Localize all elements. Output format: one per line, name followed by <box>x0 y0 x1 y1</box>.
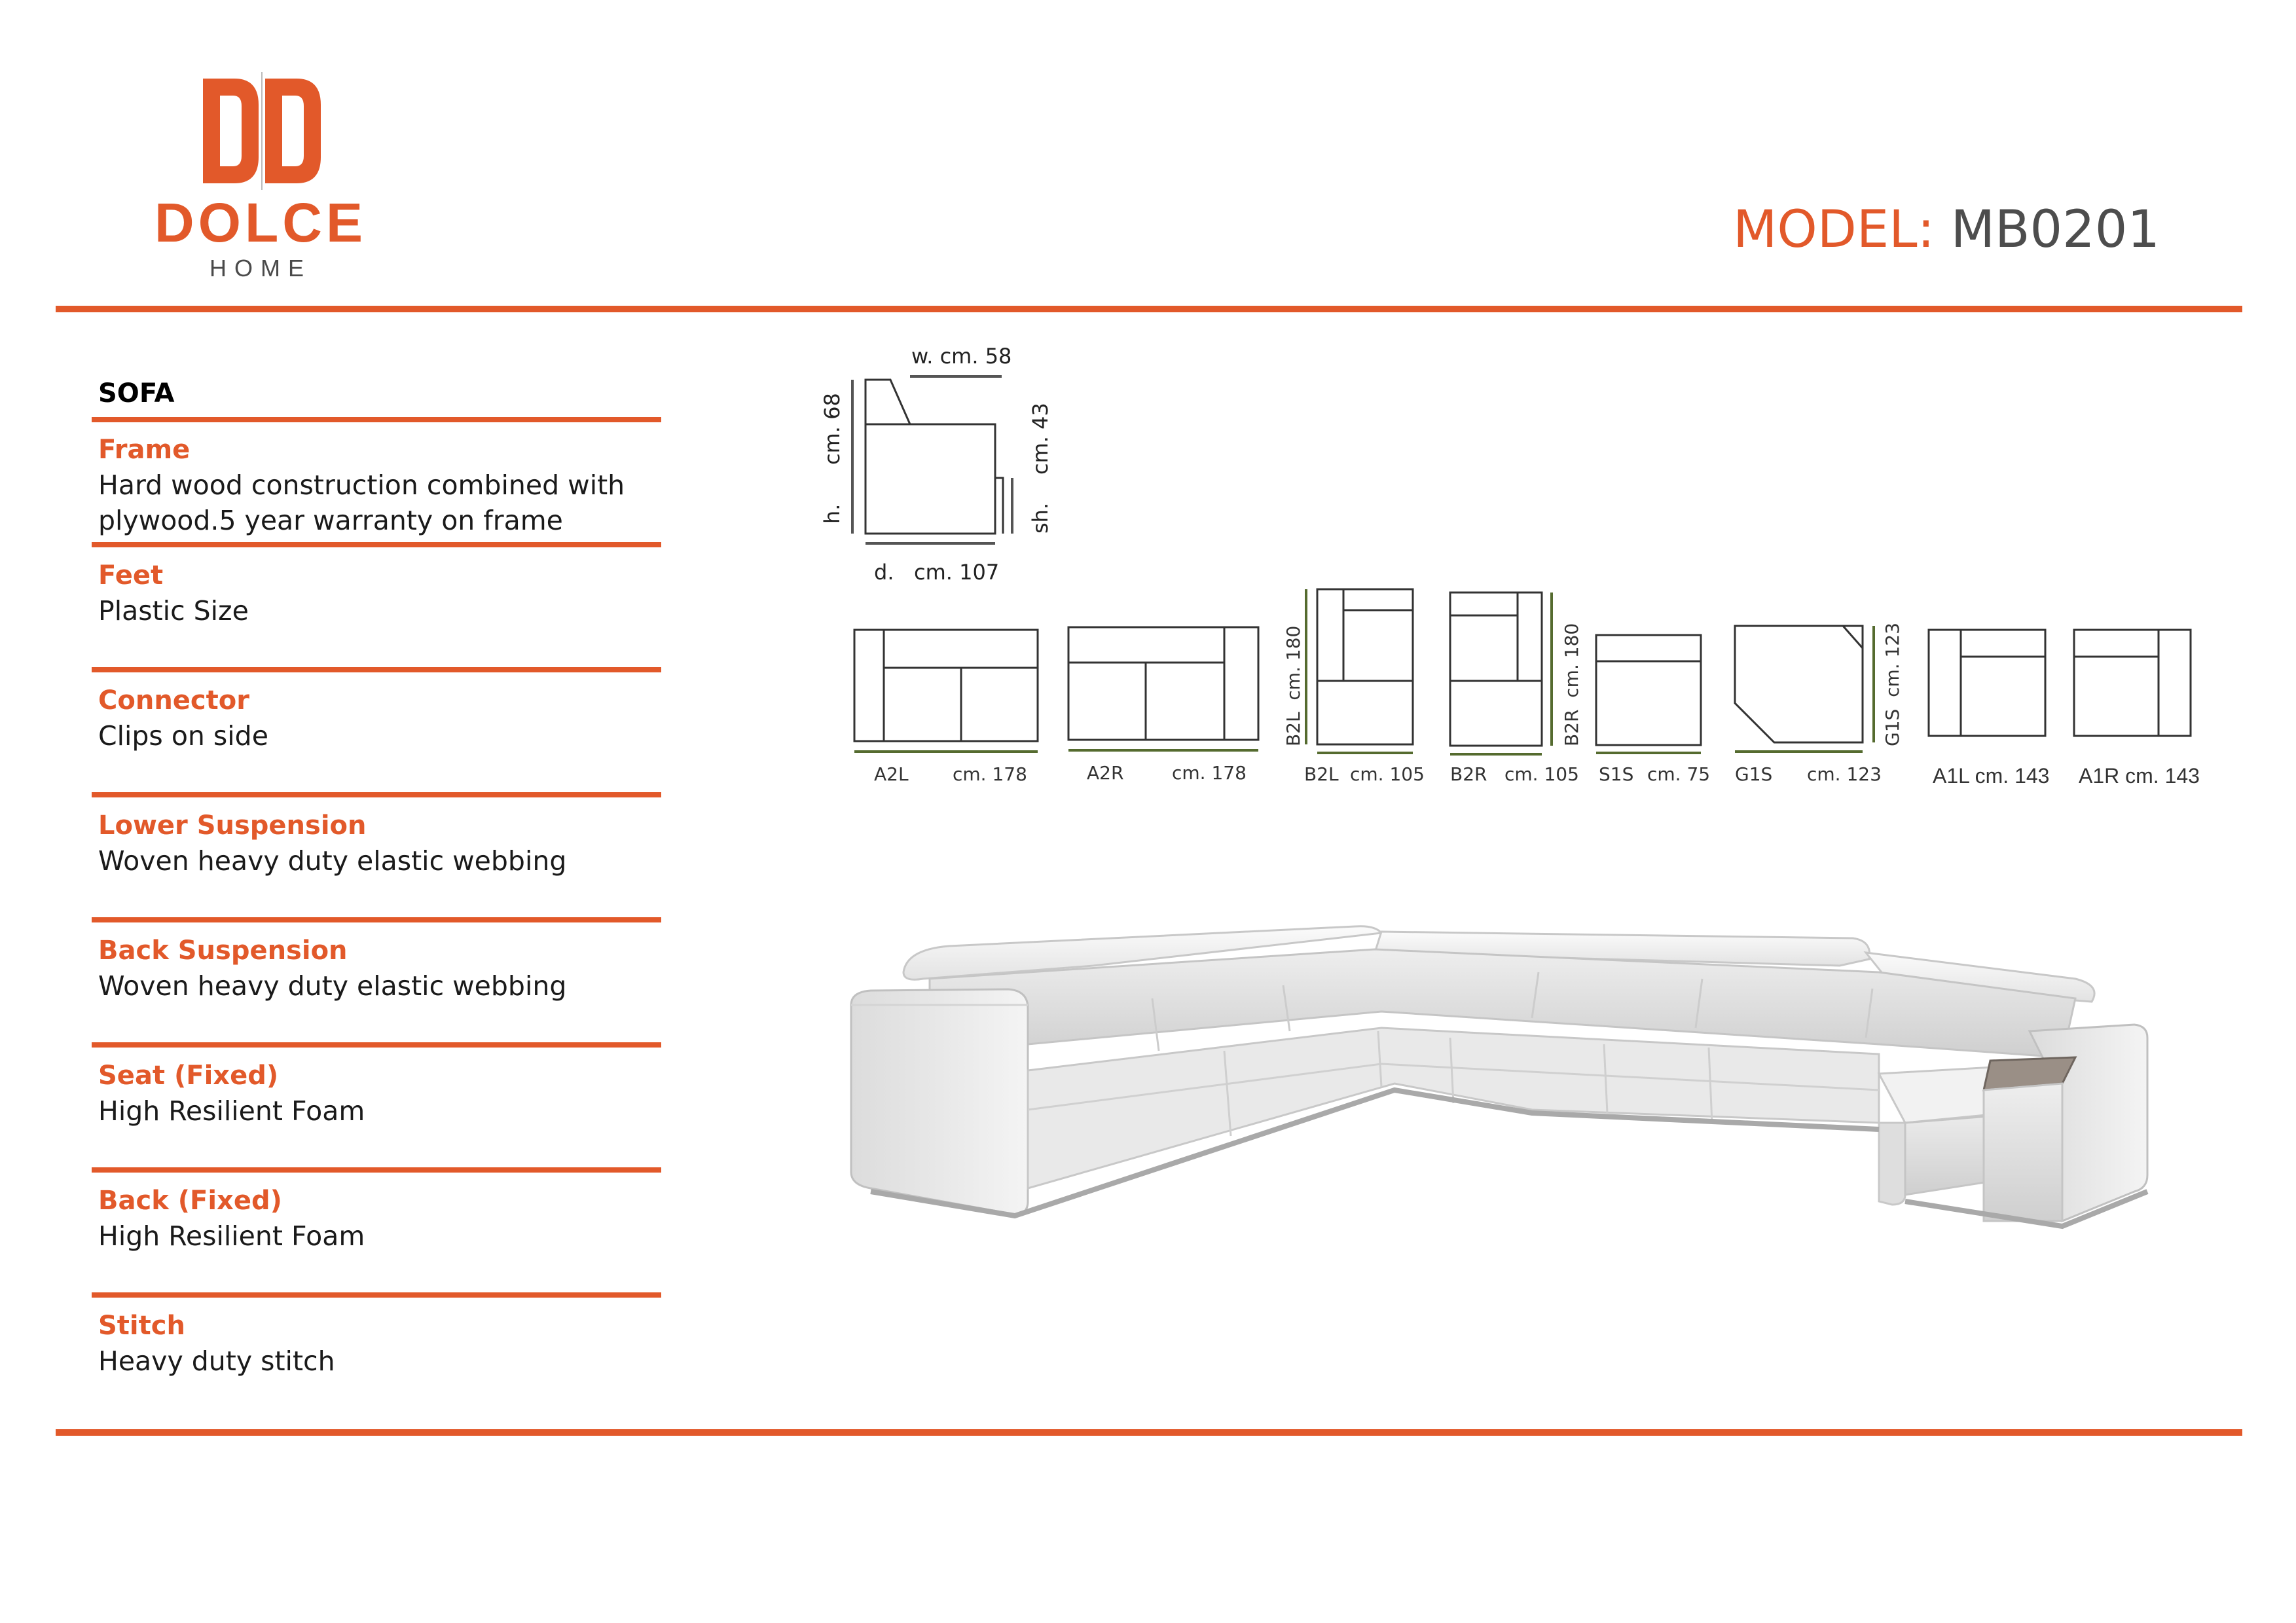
module-code: A2L <box>874 763 909 785</box>
spec-heading: Stitch <box>98 1311 185 1341</box>
spec-heading: Connector <box>98 685 249 716</box>
module-side-size: G1S cm. 123 <box>1882 623 1903 746</box>
module-size: cm. 178 <box>1172 762 1247 784</box>
module-s1s-outline <box>1596 635 1701 745</box>
module-a1l-outline <box>1929 630 2045 736</box>
spec-divider <box>92 542 661 547</box>
side-height-label-b: cm. 68 <box>820 393 845 465</box>
module-side-size: B2R cm. 180 <box>1561 623 1582 746</box>
module-g1s-outline <box>1735 626 1863 742</box>
spec-item-feet <box>98 558 661 629</box>
module-label: A1R cm. 143 <box>2079 764 2200 788</box>
logo-sub-name: HOME <box>210 255 312 282</box>
spec-divider <box>92 1292 661 1298</box>
spec-item-stitch <box>98 1308 661 1379</box>
module-side-size: B2L cm. 180 <box>1283 625 1304 746</box>
spec-text: Plastic Size <box>98 595 249 627</box>
side-width-label: w. cm. 58 <box>911 344 1012 369</box>
spec-divider <box>92 667 661 672</box>
module-size: cm. 105 <box>1504 763 1579 785</box>
spec-item-lower-suspension <box>98 808 661 879</box>
spec-item-back-suspension <box>98 933 661 1004</box>
module-dimension-diagram <box>805 327 2246 825</box>
module-a2l-outline <box>854 630 1038 741</box>
section-title: SOFA <box>98 378 175 409</box>
model-title <box>1733 200 2160 259</box>
spec-item-connector <box>98 683 661 754</box>
side-seat-height-label-a: sh. <box>1028 502 1053 534</box>
side-depth-label: d. cm. 107 <box>874 560 1000 585</box>
side-view-profile <box>852 376 1012 543</box>
sofa-product-image <box>831 913 2167 1319</box>
module-size: cm. 75 <box>1647 763 1711 785</box>
module-b2r-outline <box>1450 593 1542 746</box>
module-label: A1L cm. 143 <box>1933 764 2050 788</box>
model-label: MODEL: <box>1733 200 1935 259</box>
spec-item-seat <box>98 1058 661 1129</box>
spec-divider <box>92 1042 661 1048</box>
logo-brand-name: DOLCE <box>155 192 367 253</box>
header-divider <box>56 306 2242 312</box>
spec-text: Clips on side <box>98 720 268 752</box>
spec-text: Heavy duty stitch <box>98 1345 335 1377</box>
module-size: cm. 178 <box>953 763 1027 785</box>
spec-heading: Lower Suspension <box>98 811 367 841</box>
module-b2l-outline <box>1317 589 1413 744</box>
spec-divider <box>92 417 661 422</box>
module-code: B2R <box>1450 763 1487 785</box>
module-code: S1S <box>1599 763 1634 785</box>
footer-divider <box>56 1429 2242 1436</box>
spec-item-frame <box>98 432 661 538</box>
spec-divider <box>92 1167 661 1173</box>
spec-heading: Seat (Fixed) <box>98 1061 279 1091</box>
spec-heading: Feet <box>98 560 164 591</box>
module-a2r-outline <box>1068 627 1258 740</box>
model-value: MB0201 <box>1950 200 2160 259</box>
module-a1r-outline <box>2074 630 2191 736</box>
side-height-label-a: h. <box>820 503 845 524</box>
spec-heading: Back (Fixed) <box>98 1186 282 1216</box>
side-seat-height-label-b: cm. 43 <box>1028 403 1053 475</box>
spec-text: Hard wood construction combined with plywood.5 year warranty on frame <box>98 469 625 536</box>
spec-item-back <box>98 1183 661 1254</box>
spec-text: High Resilient Foam <box>98 1095 365 1127</box>
spec-text: Woven heavy duty elastic webbing <box>98 845 567 877</box>
module-code: A2R <box>1087 762 1124 784</box>
spec-divider <box>92 917 661 922</box>
dolce-home-logo-mark <box>196 72 327 190</box>
spec-heading: Back Suspension <box>98 936 348 966</box>
spec-heading: Frame <box>98 435 191 465</box>
module-code: G1S <box>1735 763 1773 785</box>
module-size: cm. 105 <box>1350 763 1425 785</box>
module-code: B2L <box>1304 763 1339 785</box>
spec-text: Woven heavy duty elastic webbing <box>98 970 567 1002</box>
spec-divider <box>92 792 661 797</box>
module-size: cm. 123 <box>1807 763 1882 785</box>
spec-text: High Resilient Foam <box>98 1220 365 1252</box>
